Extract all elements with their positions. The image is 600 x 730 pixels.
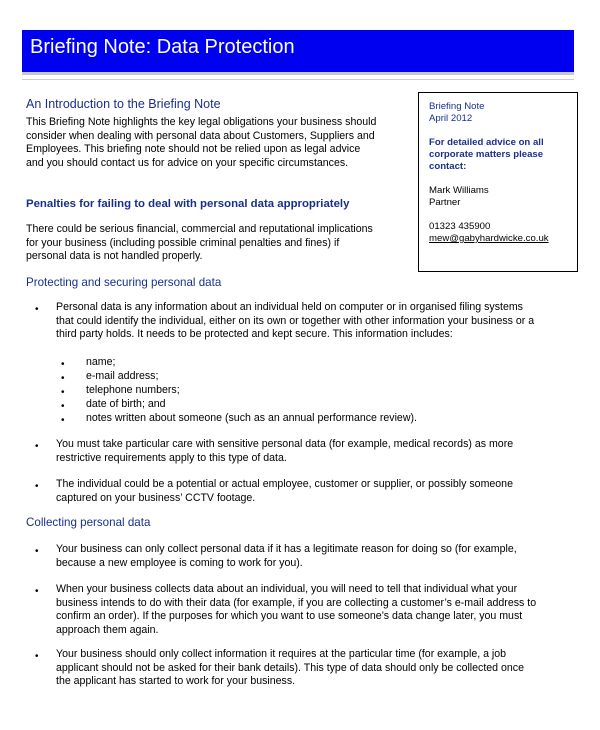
contact-phone: 01323 435900 (429, 221, 491, 232)
penalties-heading: Penalties for failing to deal with personal data appropriately (26, 198, 350, 210)
penalties-paragraph (26, 223, 406, 264)
item-line: business intends to do with their data (for example, if you are collecting a customer’s e-mail address to (56, 596, 537, 609)
sidebar-advice: corporate matters please (429, 149, 544, 160)
list-item (56, 648, 571, 689)
list-item (56, 478, 571, 505)
banner-shadow (22, 72, 574, 75)
item-line: restrictive requirements apply to this type of data. (56, 451, 287, 464)
intro-line: consider when dealing with personal data about Customers, Suppliers and (26, 129, 375, 142)
contact-role: Partner (429, 197, 461, 208)
bullet-icon: • (35, 441, 39, 452)
contact-email-link[interactable]: mew@gabyhardwicke.co.uk (429, 233, 549, 244)
sidebar-advice: For detailed advice on all (429, 137, 544, 148)
list-item (56, 543, 571, 570)
list-item (56, 301, 571, 342)
item-line: Personal data is any information about an individual held on computer or in organised filing systems (56, 301, 523, 313)
item-line: approach them again. (56, 623, 159, 636)
protecting-heading: Protecting and securing personal data (26, 276, 222, 289)
item-line: applicant should not be asked for their bank details). This type of data should only be collected once (56, 661, 524, 674)
item-line: You must take particular care with sensitive personal data (for example, medical records) as more (56, 438, 514, 450)
item-line: third party holds. It needs to be protected and kept secure. This information includes: (56, 328, 453, 341)
contact-sidebar (418, 92, 578, 272)
penalties-line: personal data is not handled properly. (26, 250, 203, 263)
intro-heading: An Introduction to the Briefing Note (26, 97, 221, 111)
intro-line: This Briefing Note highlights the key legal obligations your business should (26, 116, 377, 128)
list-item (56, 438, 571, 465)
bullet-icon: • (61, 387, 65, 398)
item-line: confirm an order). If the purposes for which you want to use someone’s data change later, you must (56, 610, 523, 623)
bullet-icon: • (61, 401, 65, 412)
item-line: Your business can only collect personal data if it has a legitimate reason for doing so (for example, (56, 543, 517, 555)
sub-item: date of birth; and (86, 398, 166, 410)
sub-item: name; (86, 356, 116, 368)
collecting-heading: Collecting personal data (26, 516, 151, 529)
item-line: because a new employee is coming to work for you). (56, 556, 303, 569)
intro-line: Employees. This briefing note should not be relied upon as legal advice (26, 143, 361, 156)
bullet-icon: • (35, 651, 39, 662)
sidebar-advice: contact: (429, 161, 467, 172)
divider (22, 79, 574, 80)
bullet-icon: • (35, 304, 39, 315)
sub-item: telephone numbers; (86, 384, 180, 396)
bullet-icon: • (35, 546, 39, 557)
item-line: Your business should only collect information it requires at the particular time (for example, a job (56, 648, 507, 660)
penalties-line: There could be serious financial, commercial and reputational implications (26, 223, 373, 235)
bullet-icon: • (61, 373, 65, 384)
sub-item: notes written about someone (such as an annual performance review). (86, 412, 417, 424)
bullet-icon: • (35, 481, 39, 492)
bullet-icon: • (61, 359, 65, 370)
intro-line: and you should contact us for advice on your specific circumstances. (26, 156, 349, 169)
sub-item: e-mail address; (86, 370, 159, 382)
item-line: the applicant has started to work for your business. (56, 675, 296, 688)
page-title: Briefing Note: Data Protection (30, 36, 295, 58)
intro-paragraph (26, 116, 406, 170)
item-line: captured on your business’ CCTV footage. (56, 491, 256, 504)
sidebar-date: April 2012 (429, 113, 473, 124)
item-line: When your business collects data about an individual, you will need to tell that individual what your (56, 583, 518, 595)
item-line: that could identify the individual, either on its own or together with other information your business or a (56, 314, 535, 327)
sidebar-label: Briefing Note (429, 101, 485, 112)
title-banner (22, 30, 574, 72)
bullet-icon: • (35, 586, 39, 597)
item-line: The individual could be a potential or actual employee, customer or supplier, or possibly someone (56, 478, 513, 490)
bullet-icon: • (61, 415, 65, 426)
contact-name: Mark Williams (429, 185, 489, 196)
list-item (56, 583, 571, 637)
penalties-line: for your business (including possible criminal penalties and fines) if (26, 236, 340, 249)
